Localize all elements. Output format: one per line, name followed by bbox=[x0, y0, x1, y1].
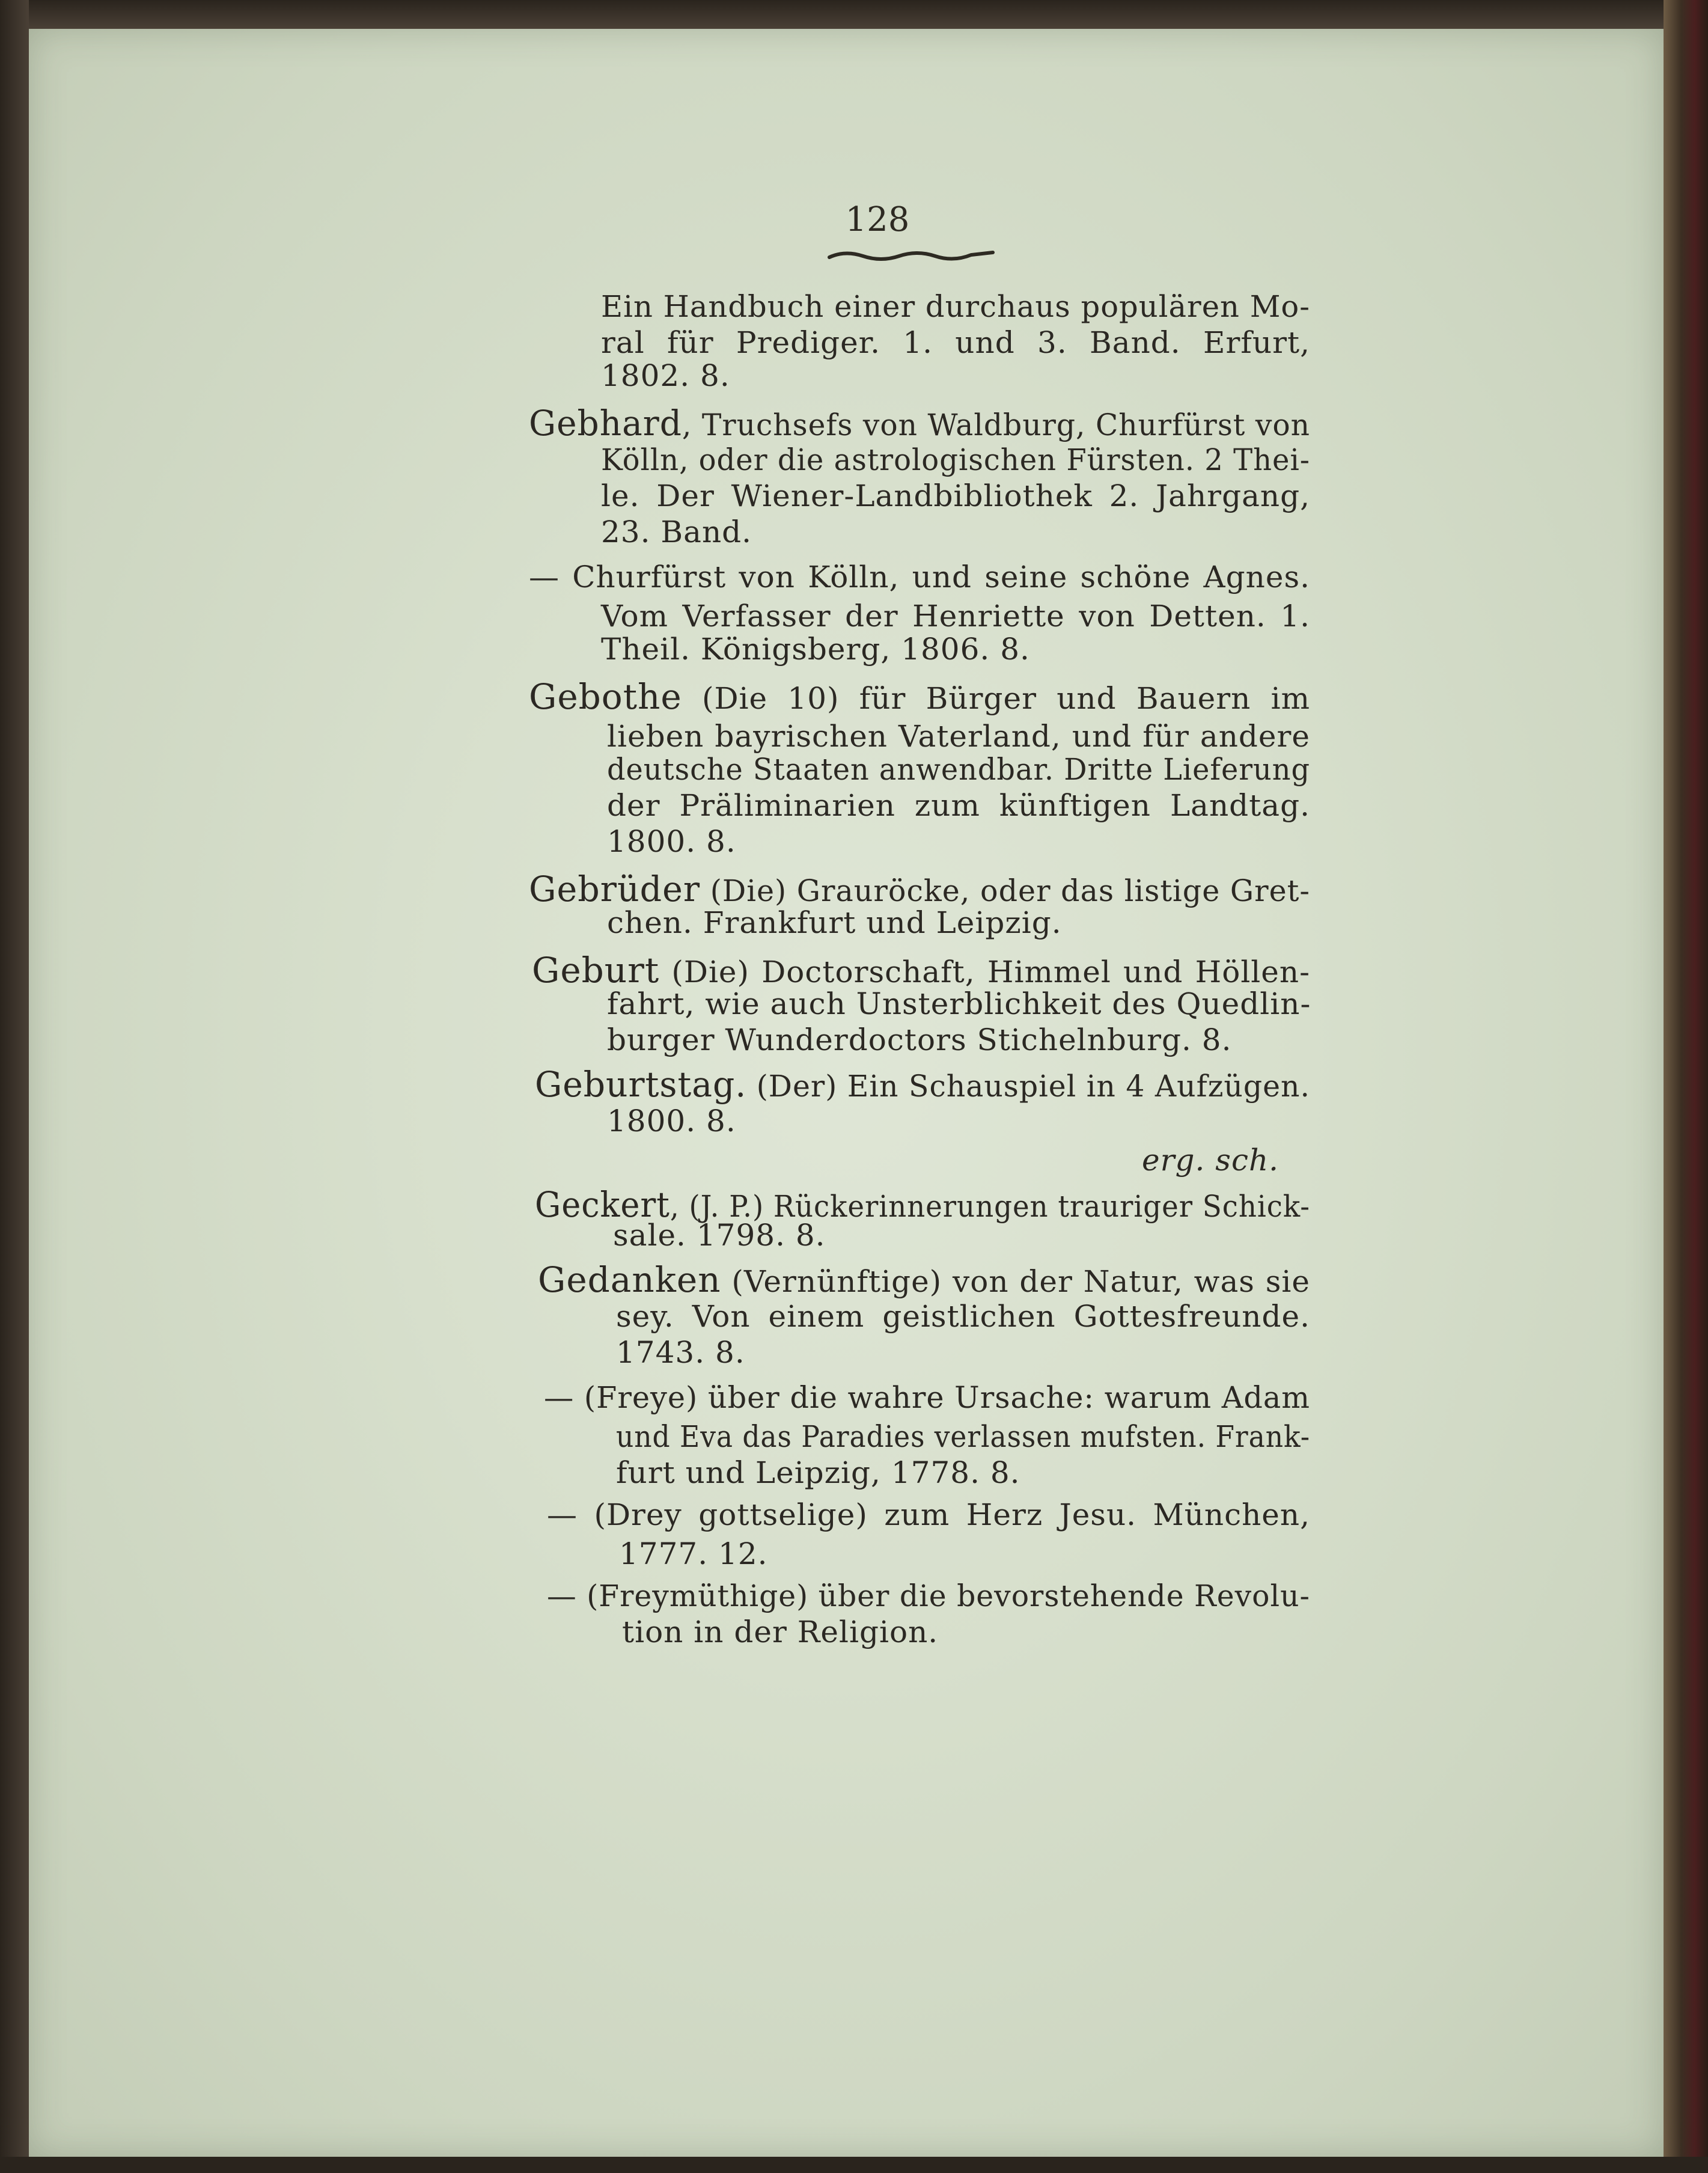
entry-line bbox=[601, 289, 1310, 324]
entry-text: Theil. Königsberg, 1806. 8. bbox=[601, 632, 1030, 667]
entry-text: fahrt, wie auch Unsterblichkeit des Quedlin- bbox=[607, 986, 1311, 1021]
entry-text: lieben bayrischen Vaterland, und für andere bbox=[607, 719, 1310, 754]
entry-text: (Die 10) für Bürger und Bauern im bbox=[682, 681, 1310, 716]
entry-text: 1802. 8. bbox=[601, 358, 730, 393]
entry-text: 1800. 8. bbox=[607, 824, 736, 859]
entry-text: , (J. P.) Rückerinnerungen trauriger Schick- bbox=[669, 1189, 1310, 1224]
entry-text: (Die) Grauröcke, oder das listige Gret- bbox=[700, 873, 1310, 908]
entry-text: ral für Prediger. 1. und 3. Band. Erfurt, bbox=[601, 325, 1310, 360]
entry-line bbox=[616, 1299, 1310, 1334]
entry-line bbox=[532, 950, 1310, 991]
entry-text: — Churfürst von Kölln, und seine schöne Agnes. bbox=[529, 560, 1310, 594]
entry-text: sale. 1798. 8. bbox=[613, 1218, 826, 1253]
entry-line bbox=[529, 562, 1310, 592]
entry-line bbox=[607, 790, 1310, 821]
page-number: 128 bbox=[845, 200, 910, 239]
entry-text: burger Wunderdoctors Stichelnburg. 8. bbox=[607, 1022, 1232, 1057]
entry-headword: Geckert bbox=[535, 1184, 670, 1225]
entry-text: erg. sch. bbox=[1142, 1143, 1279, 1178]
entry-line bbox=[547, 1581, 1310, 1611]
entry-headword: Gedanken bbox=[538, 1259, 721, 1300]
entry-line bbox=[535, 1184, 1310, 1225]
entry-text: Vom Verfasser der Henriette von Detten. 1. bbox=[601, 599, 1310, 634]
entry-text: 1777. 12. bbox=[619, 1536, 768, 1571]
entry-line bbox=[607, 824, 736, 859]
entry-line bbox=[538, 1259, 1310, 1300]
entry-line bbox=[616, 1455, 1020, 1490]
entry-text: Kölln, oder die astrologischen Fürsten. 2 Thei- bbox=[601, 442, 1310, 477]
entry-headword: Geburtstag. bbox=[535, 1064, 747, 1105]
entry-line bbox=[601, 478, 1310, 513]
entry-text: — (Freymüthige) über die bevorstehende Revolu- bbox=[547, 1579, 1310, 1613]
entry-line bbox=[607, 1106, 736, 1136]
entry-line bbox=[607, 1022, 1232, 1057]
entry-text: — (Drey gottselige) zum Herz Jesu. München, bbox=[547, 1497, 1310, 1532]
entry-line bbox=[601, 517, 752, 547]
entry-line bbox=[622, 1617, 938, 1647]
entry-line bbox=[616, 1337, 745, 1368]
entry-text: deutsche Staaten anwendbar. Dritte Lieferung bbox=[607, 752, 1310, 787]
entry-line bbox=[607, 719, 1310, 754]
entry-text: 1743. 8. bbox=[616, 1335, 745, 1370]
entry-line bbox=[544, 1380, 1310, 1415]
entry-line bbox=[601, 442, 1310, 477]
entry-line bbox=[607, 905, 1062, 940]
entry-text: (Die) Doctorschaft, Himmel und Höllen- bbox=[659, 955, 1310, 989]
entry-text: (Der) Ein Schauspiel in 4 Aufzügen. bbox=[746, 1069, 1310, 1104]
entry-text: 1800. 8. bbox=[607, 1104, 736, 1138]
entry-line bbox=[547, 1497, 1310, 1532]
entry-text: und Eva das Paradies verlassen mufsten. Frank- bbox=[616, 1419, 1310, 1454]
entry-line bbox=[601, 599, 1310, 634]
entry-line bbox=[601, 632, 1030, 667]
entry-line bbox=[616, 1419, 1310, 1454]
entry-headword: Gebothe bbox=[529, 676, 682, 717]
entry-headword: Gebhard bbox=[529, 403, 682, 444]
scan-frame-left bbox=[0, 0, 29, 2173]
entry-line bbox=[529, 869, 1310, 909]
entry-line bbox=[1142, 1143, 1279, 1178]
entry-line bbox=[535, 1064, 1310, 1105]
entry-line bbox=[601, 358, 730, 393]
entry-line bbox=[619, 1536, 768, 1571]
divider-ornament-icon bbox=[827, 246, 995, 264]
entry-text: 23. Band. bbox=[601, 515, 752, 549]
entry-line bbox=[529, 676, 1310, 717]
entry-text: chen. Frankfurt und Leipzig. bbox=[607, 905, 1062, 940]
book-spine bbox=[1664, 0, 1708, 2173]
scan-frame-top bbox=[0, 0, 1708, 29]
entry-line bbox=[529, 403, 1310, 444]
entry-text: sey. Von einem geistlichen Gottesfreunde. bbox=[616, 1299, 1310, 1334]
entry-text: der Präliminarien zum künftigen Landtag. bbox=[607, 788, 1310, 823]
entry-line bbox=[607, 752, 1310, 787]
entry-text: (Vernünftige) von der Natur, was sie bbox=[721, 1264, 1310, 1299]
entry-headword: Gebrüder bbox=[529, 869, 701, 909]
entry-text: — (Freye) über die wahre Ursache: warum Adam bbox=[544, 1380, 1310, 1415]
entry-text: , Truchsefs von Waldburg, Churfürst von bbox=[682, 408, 1310, 442]
entry-line bbox=[613, 1218, 826, 1253]
entry-headword: Geburt bbox=[532, 950, 660, 991]
entry-text: furt und Leipzig, 1778. 8. bbox=[616, 1455, 1020, 1490]
scan-frame-bottom bbox=[0, 2157, 1708, 2173]
entry-line bbox=[607, 986, 1311, 1021]
entry-text: tion in der Religion. bbox=[622, 1615, 939, 1649]
entry-text: le. Der Wiener-Landbibliothek 2. Jahrgang, bbox=[601, 478, 1310, 513]
entry-line bbox=[601, 325, 1310, 360]
entry-text: Ein Handbuch einer durchaus populären Mo- bbox=[601, 289, 1310, 324]
